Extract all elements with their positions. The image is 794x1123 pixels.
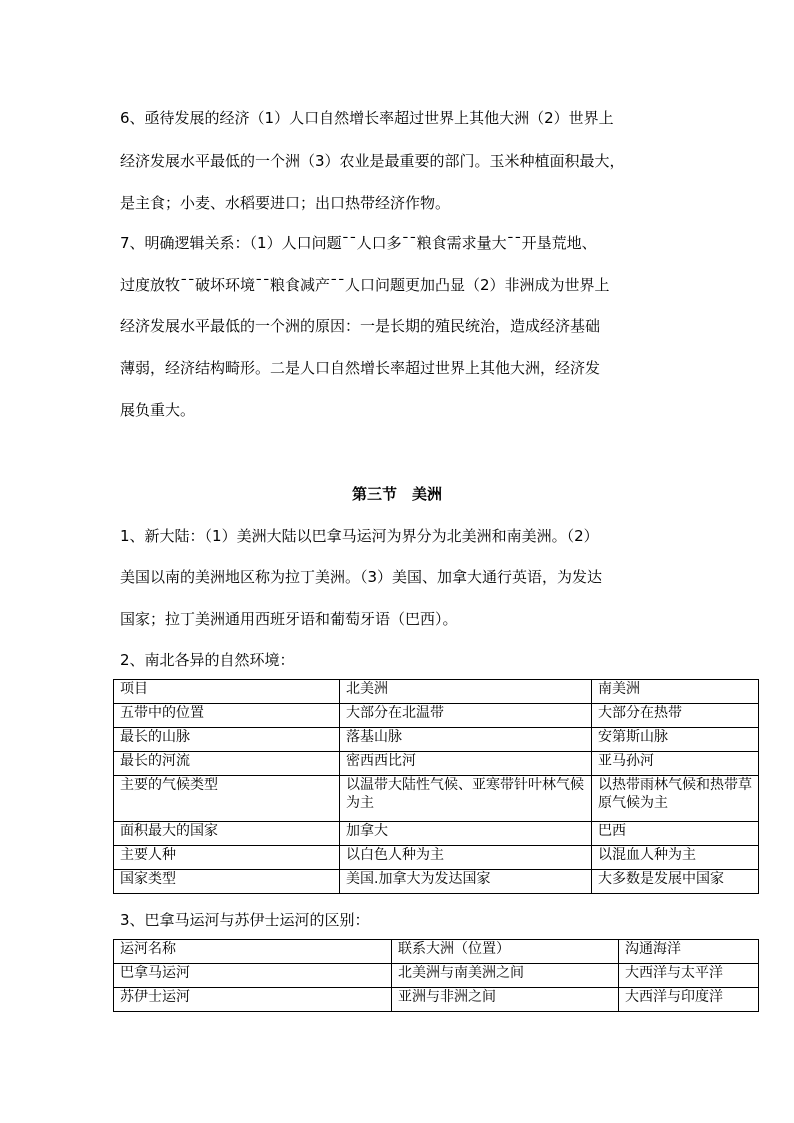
paragraph-line: 美国以南的美洲地区称为拉丁美洲。（3）美国、加拿大通行英语，为发达 <box>120 568 603 586</box>
table-cell: 最长的山脉 <box>114 728 340 752</box>
paragraph-line: 过度放牧¯¯破坏环境¯¯粮食减产¯¯人口问题更加凸显（2）非洲成为世界上 <box>120 276 610 294</box>
table-cell: 美国.加拿大为发达国家 <box>340 870 592 894</box>
table-cell: 落基山脉 <box>340 728 592 752</box>
table-row <box>114 752 759 776</box>
table-row <box>114 704 759 728</box>
table-row <box>114 846 759 870</box>
table-cell: 北美洲与南美洲之间 <box>392 964 619 988</box>
section-title: 第三节 美洲 <box>351 485 442 503</box>
table-cell: 主要人种 <box>114 846 340 870</box>
table-cell: 巴拿马运河 <box>114 964 392 988</box>
table-cell: 安第斯山脉 <box>592 728 759 752</box>
table-header-row <box>114 940 759 964</box>
table-cell: 最长的河流 <box>114 752 340 776</box>
paragraph-line: 是主食；小麦、水稻要进口；出口热带经济作物。 <box>120 194 451 212</box>
table-cell: 以温带大陆性气候、亚寒带针叶林气候为主 <box>340 776 592 822</box>
table-cell: 亚马孙河 <box>592 752 759 776</box>
table-cell: 以白色人种为主 <box>340 846 592 870</box>
table-cell: 南美洲 <box>592 680 759 704</box>
paragraph-line: 展负重大。 <box>120 401 196 419</box>
paragraph-line: 1、新大陆：（1）美洲大陆以巴拿马运河为界分为北美洲和南美洲。（2） <box>120 527 599 545</box>
table-cell: 以热带雨林气候和热带草原气候为主 <box>592 776 759 822</box>
table-cell: 运河名称 <box>114 940 392 964</box>
paragraph-line: 经济发展水平最低的一个洲（3）农业是最重要的部门。玉米种植面积最大， <box>120 152 625 170</box>
table-cell: 大部分在热带 <box>592 704 759 728</box>
table-cell: 巴西 <box>592 822 759 846</box>
table-cell: 大西洋与太平洋 <box>619 964 759 988</box>
table-cell: 苏伊士运河 <box>114 988 392 1012</box>
canal-table <box>113 939 759 1012</box>
table-cell: 国家类型 <box>114 870 340 894</box>
table-cell: 以混血人种为主 <box>592 846 759 870</box>
paragraph-line: 薄弱，经济结构畸形。二是人口自然增长率超过世界上其他大洲，经济发 <box>120 359 601 377</box>
table-header-row <box>114 680 759 704</box>
table-row <box>114 988 759 1012</box>
environment-table <box>113 679 759 894</box>
table-cell: 项目 <box>114 680 340 704</box>
table-cell: 五带中的位置 <box>114 704 340 728</box>
paragraph-line: 7、明确逻辑关系：（1）人口问题¯¯人口多¯¯粮食需求量大¯¯开垦荒地、 <box>120 234 597 252</box>
table-row <box>114 822 759 846</box>
table-row <box>114 728 759 752</box>
table-cell: 大西洋与印度洋 <box>619 988 759 1012</box>
table-row <box>114 776 759 822</box>
table-cell: 沟通海洋 <box>619 940 759 964</box>
table2-caption: 3、巴拿马运河与苏伊士运河的区别： <box>120 911 370 929</box>
table-cell: 加拿大 <box>340 822 592 846</box>
table-cell: 密西西比河 <box>340 752 592 776</box>
paragraph-line: 6、亟待发展的经济（1）人口自然增长率超过世界上其他大洲（2）世界上 <box>120 109 614 127</box>
table-row <box>114 964 759 988</box>
table-cell: 联系大洲（位置） <box>392 940 619 964</box>
table-cell: 面积最大的国家 <box>114 822 340 846</box>
table-cell: 大部分在北温带 <box>340 704 592 728</box>
paragraph-line: 国家；拉丁美洲通用西班牙语和葡萄牙语（巴西）。 <box>120 610 458 628</box>
table-cell: 大多数是发展中国家 <box>592 870 759 894</box>
table1-caption: 2、南北各异的自然环境： <box>120 651 295 669</box>
table-row <box>114 870 759 894</box>
table-cell: 北美洲 <box>340 680 592 704</box>
paragraph-line: 经济发展水平最低的一个洲的原因：一是长期的殖民统治，造成经济基础 <box>120 317 601 335</box>
table-cell: 亚洲与非洲之间 <box>392 988 619 1012</box>
table-cell: 主要的气候类型 <box>114 776 340 822</box>
